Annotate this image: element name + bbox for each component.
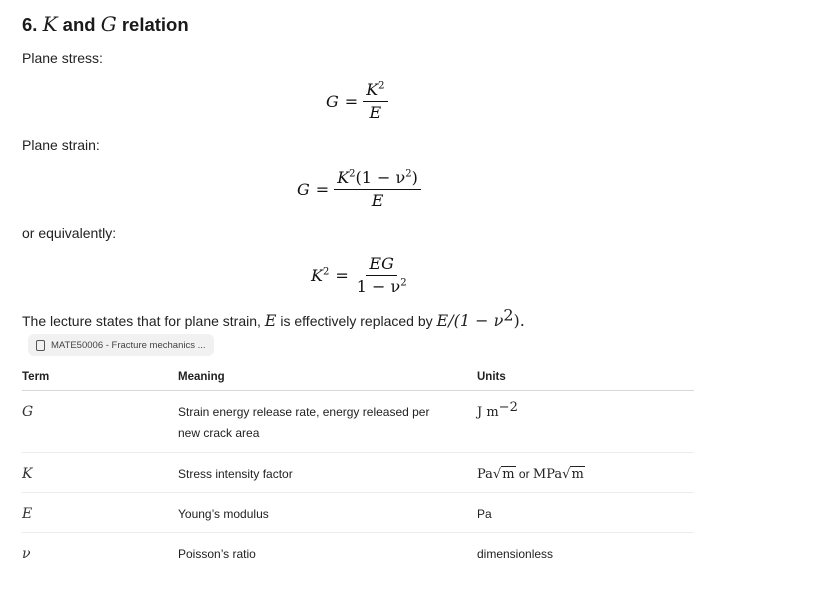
fraction-denominator: E: [369, 103, 382, 122]
fraction-numerator: $K^2$: [363, 81, 387, 102]
term-cell: ν: [22, 546, 31, 562]
heading-var-k: K: [42, 12, 58, 36]
equivalent-equation: [311, 255, 410, 296]
equivalently-label: or equivalently:: [22, 225, 117, 241]
header-term: Term: [22, 363, 178, 391]
document-icon: [36, 340, 45, 351]
units-cell: dimensionless: [477, 547, 554, 561]
fraction-denominator: $1 - \nu^2$: [356, 277, 407, 296]
eq-lhs: $K^2$: [311, 266, 330, 285]
meaning-cell: Strain energy release rate, energy released per new crack area: [178, 405, 430, 440]
table-row: [22, 533, 694, 574]
fraction-numerator: EG: [366, 255, 396, 276]
eq-lhs: G: [297, 180, 310, 199]
table-row: [22, 493, 694, 533]
header-meaning: Meaning: [178, 363, 477, 391]
citation-chip[interactable]: [28, 334, 214, 356]
header-units: Units: [477, 363, 694, 391]
eq-sign: =: [315, 180, 330, 199]
plane-strain-equation: [297, 169, 421, 210]
table-header-row: [22, 363, 694, 391]
eq-sign: =: [335, 266, 349, 285]
plane-strain-label: Plane strain:: [22, 137, 100, 153]
heading-suffix: relation: [121, 14, 189, 35]
eq-sign: =: [344, 92, 359, 111]
fraction-numerator: $K^2(1 - \nu^2)$: [334, 169, 421, 190]
heading-and: and: [62, 14, 96, 35]
plane-stress-label: Plane stress:: [22, 50, 103, 66]
term-cell: E: [22, 506, 33, 522]
lecture-statement: The lecture states that for plane strain, E is effectively replaced by $E/(1 - \nu^2)$.: [22, 305, 525, 330]
heading-number: 6.: [22, 14, 38, 35]
meaning-cell: Stress intensity factor: [178, 467, 293, 481]
fraction-denominator: E: [371, 191, 384, 210]
heading-var-g: G: [100, 12, 117, 36]
term-cell: G: [22, 404, 34, 420]
fraction: [363, 81, 387, 122]
eq-lhs: G: [326, 92, 339, 111]
units-cell: Pa: [477, 507, 492, 521]
terms-table: [22, 363, 694, 573]
meaning-cell: Poisson’s ratio: [178, 547, 256, 561]
term-cell: K: [22, 466, 33, 482]
units-cell: J $m^{-2}$: [477, 400, 518, 420]
table-row: [22, 453, 694, 493]
plane-stress-equation: [326, 81, 388, 122]
table-row: [22, 391, 694, 453]
meaning-cell: Young’s modulus: [178, 507, 269, 521]
units-cell: Pa√m or MPa√m: [477, 467, 584, 482]
citation-label: MATE50006 - Fracture mechanics ...: [51, 339, 206, 351]
section-heading: [22, 12, 189, 36]
fraction: [334, 169, 421, 210]
fraction: [354, 255, 410, 296]
